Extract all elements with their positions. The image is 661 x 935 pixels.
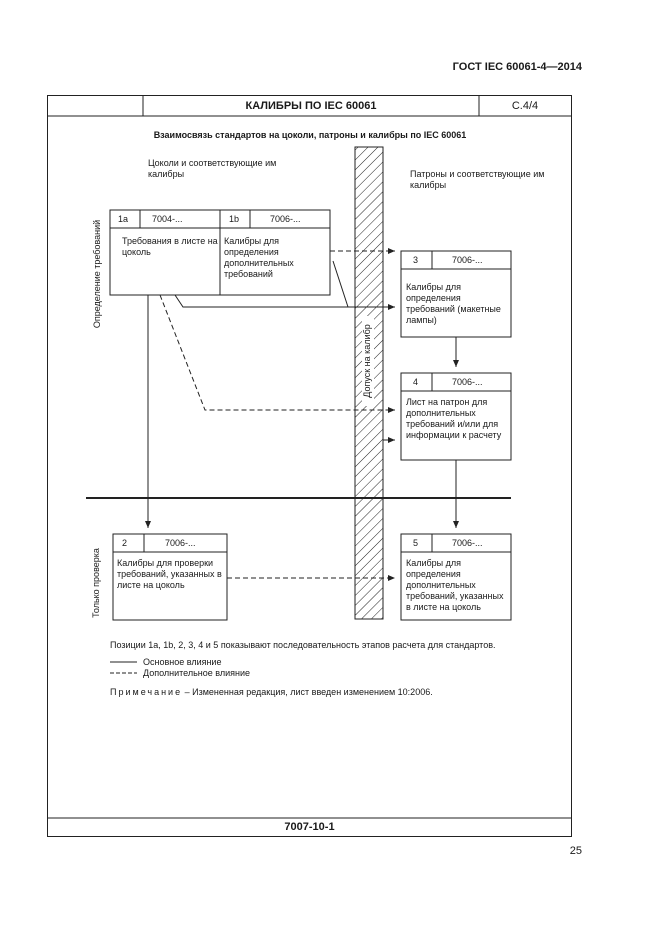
legend-main-label: Основное влияние bbox=[143, 657, 222, 667]
block-5-text: Калибры для определения дополнительных требований, указанных в листе на цоколь bbox=[406, 558, 504, 612]
document-code: ГОСТ IEC 60061-4—2014 bbox=[452, 61, 582, 73]
zone-lower-label: Только проверка bbox=[91, 548, 101, 618]
remark bbox=[110, 687, 550, 698]
block-1a-number: 1a bbox=[118, 214, 129, 224]
page-number: 25 bbox=[569, 845, 582, 857]
block-4-text: Лист на патрон для дополнительных требований и/или для информации к расчету bbox=[406, 397, 502, 440]
block-2-number: 2 bbox=[122, 538, 128, 548]
block-4-code: 7006-... bbox=[452, 377, 483, 387]
remark-label: Примечание bbox=[110, 687, 183, 697]
left-column-heading: Цоколи и соответствующие им калибры bbox=[148, 158, 277, 179]
legend-additional-label: Дополнительное влияние bbox=[143, 668, 251, 678]
block-1a-code: 7004-... bbox=[152, 214, 183, 224]
footer-code: 7007-10-1 bbox=[284, 821, 335, 833]
block-4-number: 4 bbox=[413, 377, 419, 387]
block-3-text: Калибры для определения требований (макетные лампы) bbox=[406, 282, 501, 325]
block-1a-text: Требования в листе на цоколь bbox=[122, 236, 218, 257]
block-5-number: 5 bbox=[413, 538, 419, 548]
block-5-code: 7006-... bbox=[452, 538, 483, 548]
block-1b-code: 7006-... bbox=[270, 214, 301, 224]
sheet-number: С.4/4 bbox=[511, 100, 539, 112]
zone-upper-label: Определение требований bbox=[92, 219, 102, 329]
right-column-heading: Патроны и соответствующие им калибры bbox=[410, 169, 545, 190]
block-3-number: 3 bbox=[413, 255, 419, 265]
sheet-title: КАЛИБРЫ ПО IEC 60061 bbox=[245, 100, 377, 112]
diagram-title: Взаимосвязь стандартов на цоколи, патроны и калибры по IEC 60061 bbox=[153, 130, 467, 140]
block-1b-text: Калибры для определения дополнительных требований bbox=[224, 236, 294, 279]
block-2-code: 7006-... bbox=[165, 538, 196, 548]
block-2-text: Калибры для проверки требований, указанных в листе на цоколь bbox=[117, 558, 222, 590]
block-1b-number: 1b bbox=[229, 214, 240, 224]
block-3-code: 7006-... bbox=[452, 255, 483, 265]
remark-text: – Измененная редакция, лист введен изменением 10:2006. bbox=[184, 687, 433, 697]
tolerance-band-label: Допуск на калибр bbox=[362, 316, 374, 406]
positions-note: Позиции 1a, 1b, 2, 3, 4 и 5 показывают последовательность этапов расчета для стандартов. bbox=[110, 640, 496, 650]
